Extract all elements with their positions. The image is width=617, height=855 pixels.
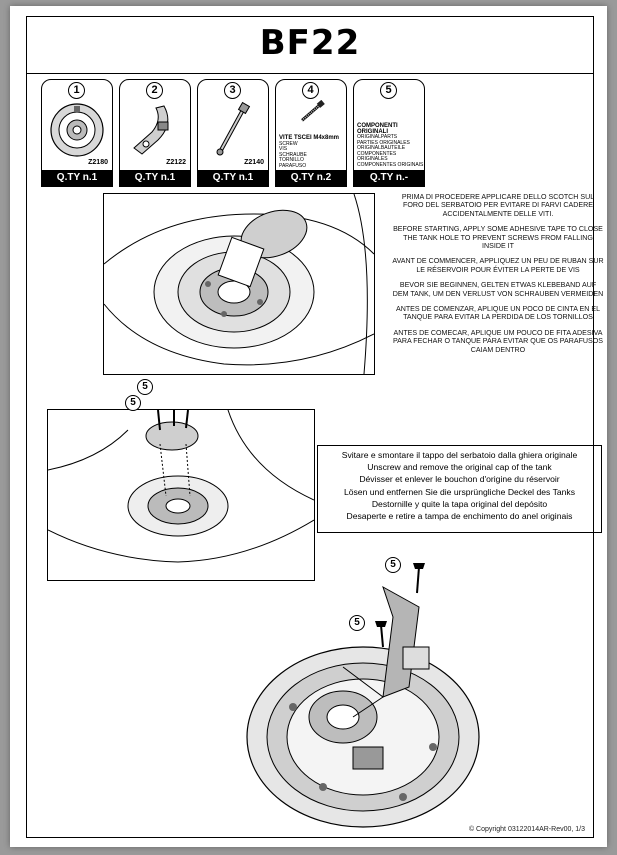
part-line: COMPONENTES ORIGINALES [357,150,397,162]
instruction-es: ANTES DE COMENZAR, APLIQUE UN POCO DE CINTA EN EL TANQUE PARA EVITAR LA PERDIDA DE LOS TORNILLOS [395,305,601,322]
manual-page [10,6,607,847]
part-card-4 [275,79,347,187]
figure-tape-tank [103,193,375,375]
part-code: Z2122 [166,159,186,166]
part-line: COMPONENTES ORIGINAIS [357,161,424,168]
title-bar [27,17,593,75]
part-card-3 [197,79,269,187]
part-number: 4 [302,82,319,99]
part-number: 2 [146,82,163,99]
instruction-en: BEFORE STARTING, APPLY SOME ADHESIVE TAPE TO CLOSE THE TANK HOLE TO PREVENT SCREWS FROM FALLING INSIDE IT [393,225,603,251]
part-description [357,124,424,168]
parts-list [33,79,503,187]
part-line: ORIGINALPARTS [357,134,398,140]
part-qty: Q.TY n.1 [198,170,268,186]
part-line: PARTIES ORIGINALES [357,139,410,146]
callout-en: Unscrew and remove the original cap of the tank [367,462,552,473]
instructions-block [391,193,605,361]
part-card-2 [119,79,191,187]
title-divider [27,73,593,74]
callout-box [317,445,602,533]
tank-tape-illustration [104,194,374,374]
part-code: Z2180 [88,159,108,166]
instruction-it: PRIMA DI PROCEDERE APPLICARE DELLO SCOTCH SUL FORO DEL SERBATOIO PER EVITARE DI FARVI CADERE ACCIDENTALMENTE DELLE VITI. [401,193,595,218]
page-title: BF22 [259,23,361,63]
part-line: ORIGINALBAUTEILE [357,145,406,151]
part-card-1 [41,79,113,187]
callout-it: Svitare e smontare il tappo del serbatoio dalla ghiera originale [341,450,578,460]
part-line: PARAFUSO [279,162,307,169]
original-component-badge: 5 [125,395,141,411]
part-description [279,136,339,169]
instruction-pt: ANTES DE COMECAR, APLIQUE UM POUCO DE FITA ADESIVA PARA FECHAR O TANQUE PARA EVITAR QUE OS PARAFUSOS CAIAM DENTRO [392,328,604,354]
callout-es: Destornille y quite la tapa original del depósito [371,498,548,509]
part-code: Z2140 [244,159,264,166]
exploded-ring-illustration [233,547,533,837]
original-component-badge: 5 [385,557,401,573]
original-component-badge: 5 [137,379,153,395]
pin-icon [202,100,264,160]
callout-de: Lösen und entfernen Sie die ursprüngliche Deckel des Tanks [343,486,576,497]
part-number: 5 [380,82,397,99]
part-qty: Q.TY n.1 [42,170,112,186]
part-line: SCHRAUBE [279,151,307,158]
part-line: TORNILLO [279,157,304,163]
tank-ring-icon [46,100,108,160]
part-qty: Q.TY n.2 [276,170,346,186]
callout-pt: Desaperte e retire a tampa de enchimento do anel originais [346,511,573,522]
screw-icon [280,100,342,136]
instruction-de: BEVOR SIE BEGINNEN, GELTEN ETWAS KLEBEBAND AUF DEM TANK, UM DEN VERLUST VON SCHRAUBEN VERMEIDEN [392,281,604,298]
copyright-text: © Copyright 03122014AR-Rev00, 1/3 [468,826,585,833]
page-frame [26,16,604,838]
part-line: SCREW [279,140,298,147]
instruction-fr: AVANT DE COMMENCER, APPLIQUEZ UN PEU DE RUBAN SUR LE RÉSERVOIR POUR ÉVITER LA PERTE DE VIS [392,257,604,274]
part-qty: Q.TY n.1 [120,170,190,186]
original-component-badge: 5 [349,615,365,631]
part-name: VITE TSCEI M4x8mm [279,135,340,141]
part-card-5 [353,79,425,187]
bracket-icon [124,100,186,160]
callout-fr: Dévisser et enlever le bouchon d'origine du réservoir [359,474,560,485]
part-qty: Q.TY n.- [354,170,424,186]
part-number: 1 [68,82,85,99]
part-name: COMPONENTI ORIGINALI [357,123,398,135]
part-line: VIS [279,146,288,152]
part-number: 3 [224,82,241,99]
